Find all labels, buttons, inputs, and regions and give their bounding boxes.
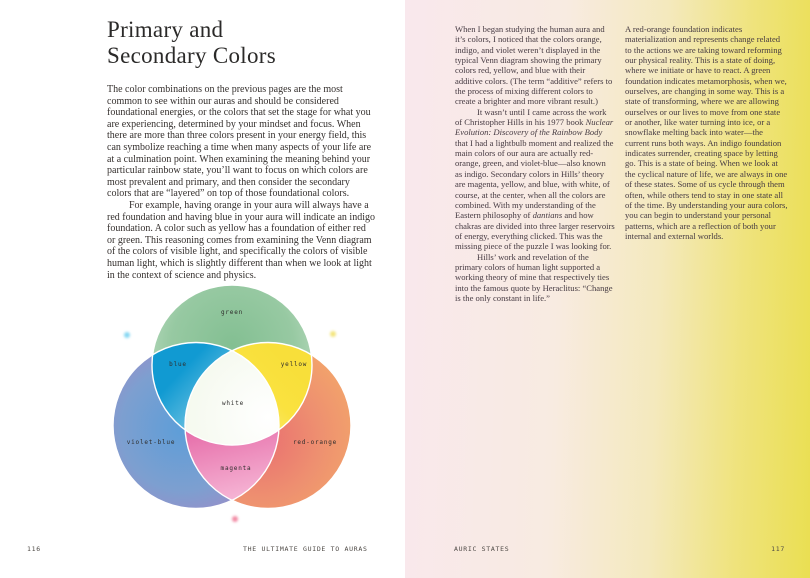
paragraph: The color combinations on the previous pages are the most common to see within our auras and should be considered foundational energies, or the colors that set the stage for what you are experiencing, determined by your mindset and focus. When there are more than three colors present in your energy field, this can symbolize reaching a time when many aspects of your life are at a culmination point. When examining the meaning behind your particular rainbow state, you’ll want to focus on which colors are most prevalent and primary, and then consider the secondary colors that are “layered” on top of those foundational colors. [107,84,372,200]
right-column-1 [455,24,615,303]
sparkle-yellow-icon [330,331,336,337]
paragraph: A red-orange foundation indicates materialization and represents change related to the actions we are taking toward reforming our physical reality. This is a state of doing, where we initiate or have to react. A green foundation indicates metamorphosis, when we, ourselves, are changing in some way. This is a state of transforming, where we are allowing ourselves or our lives to move from one state or another, like water turning into ice, or a snowflake melting back into water—the current runs both ways. An indigo foundation indicates surrender, creating space by letting go. This is a state of being. When we look at the cyclical nature of life, we are always in one of these states. Some of us cycle through them often, while others tend to stay in one state all of the time. By understanding your aura colors, you can begin to understand your personal patterns, which are a reflection of both your internal and external worlds. [625,24,788,241]
right-page [405,0,810,578]
sparkle-blue-icon [124,332,130,338]
paragraph: Hills’ work and revelation of the primary colors of human light supported a working theory of mine that respectively ties into the famous quote by Heraclitus: “Change is the only constant in life.” [455,251,613,303]
running-title: THE ULTIMATE GUIDE TO AURAS [243,545,368,553]
left-body-text [107,84,376,281]
venn-label-green: green [220,309,244,316]
sparkle-pink-icon [232,516,238,522]
venn-label-magenta: magenta [220,465,252,472]
venn-label-blue: blue [169,361,187,368]
right-column-2 [625,24,788,241]
venn-label-violet-blue: violet-blue [126,439,176,446]
page-title [107,17,276,69]
page-number-left: 116 [27,545,41,553]
venn-label-yellow: yellow [280,361,308,368]
page-title-line-2: Secondary Colors [107,43,276,68]
page-number-right: 117 [771,545,785,553]
section-title: AURIC STATES [454,545,510,553]
paragraph: It wasn’t until I came across the work of Christopher Hills in his 1977 book Nuclear Evolution: Discovery of the Rainbow Body that I had a lightbulb moment and realized the main colors of our aura are actually red-orange, green, and violet-blue—also known as indigo. Secondary colors in Hills’ theory are magenta, yellow, and blue, with white, of course, at the center, when all the colors are combined. With my understanding of the Eastern philosophy of dantians and how chakras are divided into three larger reservoirs of energy, everything clicked. This was the missing piece of the puzzle I was looking for. [455,106,615,252]
page-title-line-1: Primary and [107,17,224,42]
paragraph: When I began studying the human aura and it’s colors, I noticed that the colors orange, indigo, and violet weren’t displayed in the typical Venn diagram showing the primary colors red, yellow, and blue with their additive colors. (The term “additive” refers to the process of mixing different colors to create a brighter and more vibrant result.) [455,24,613,107]
venn-label-red-orange: red-orange [292,439,338,446]
venn-label-white: white [221,400,245,407]
venn-diagram [100,276,375,541]
paragraph: For example, having orange in your aura will always have a red foundation and having blue in your aura will indicate an indigo foundation. A color such as yellow has a foundation of either red or green. This reasoning comes from examining the Venn diagram of the colors of visible light, and specifically the colors of visible human light, which is slightly different than when we look at light in the context of science and physics. [107,199,375,281]
